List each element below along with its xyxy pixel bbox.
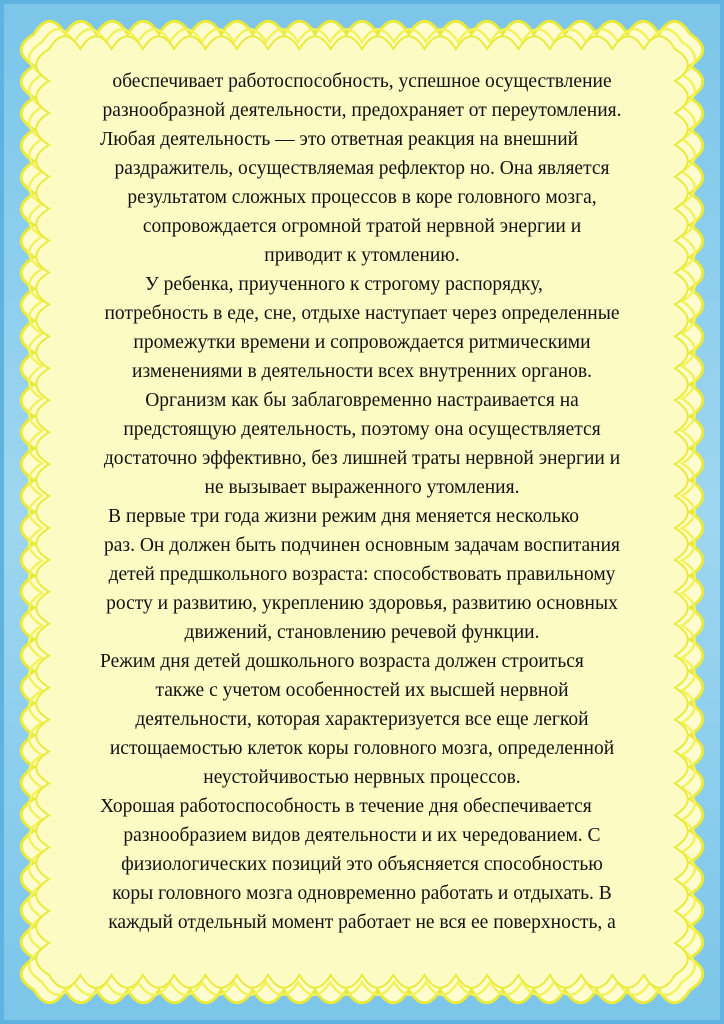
text-line: потребность в еде, сне, отдыхе наступает через определенные	[104, 303, 620, 324]
text-panel	[70, 68, 654, 948]
text-line: достаточно эффективно, без лишней траты нервной энергии и	[103, 448, 621, 469]
text-line: промежутки времени и сопровождается ритмическими	[133, 332, 591, 353]
text-line: Организм как бы заблаговременно настраивается на	[145, 390, 579, 411]
text-line: Любая деятельность — это ответная реакция на внешний	[100, 129, 579, 150]
text-line: результатом сложных процессов в коре головного мозга,	[127, 187, 597, 208]
text-line: также с учетом особенностей их высшей нервной	[155, 680, 569, 701]
text-line: изменениями в деятельности всех внутренних органов.	[132, 361, 592, 382]
text-line: В первые три года жизни режим дня меняется несколько	[108, 506, 579, 527]
text-line: разнообразием видов деятельности и их чередованием. С	[123, 825, 601, 846]
text-line: коры головного мозга одновременно работать и отдыхать. В	[112, 883, 612, 904]
text-line: движений, становлению речевой функции.	[184, 622, 540, 643]
text-line: истощаемостью клеток коры головного мозга, определенной	[109, 738, 615, 759]
text-line: предстоящую деятельность, поэтому она осуществляется	[123, 419, 601, 440]
text-line: разнообразной деятельности, предохраняет от переутомления.	[102, 100, 622, 121]
text-line: не вызывает выраженного утомления.	[204, 477, 520, 498]
text-line: детей предшкольного возраста: способствовать правильному	[108, 564, 616, 585]
text-line: приводит к утомлению.	[264, 245, 460, 266]
text-line: физиологических позиций это объясняется способностью	[121, 854, 603, 875]
text-line: Режим дня детей дошкольного возраста должен строиться	[100, 651, 584, 672]
text-line: деятельности, которая характеризуется все еще легкой	[135, 709, 589, 730]
text-line: раз. Он должен быть подчинен основным задачам воспитания	[103, 535, 621, 556]
text-line: неустойчивостью нервных процессов.	[203, 767, 521, 788]
text-line: каждый отдельный момент работает не вся ее поверхность, а	[108, 912, 616, 933]
text-line: обеспечивает работоспособность, успешное осуществление	[112, 71, 612, 92]
text-line: У ребенка, приученного к строгому распорядку,	[145, 274, 543, 295]
text-line: Хорошая работоспособность в течение дня обеспечивается	[100, 796, 592, 817]
text-line: росту и развитию, укреплению здоровья, развитию основных	[106, 593, 618, 614]
text-line: раздражитель, осуществляемая рефлектор но. Она является	[114, 158, 610, 179]
text-line: сопровождается огромной тратой нервной энергии и	[142, 216, 582, 237]
